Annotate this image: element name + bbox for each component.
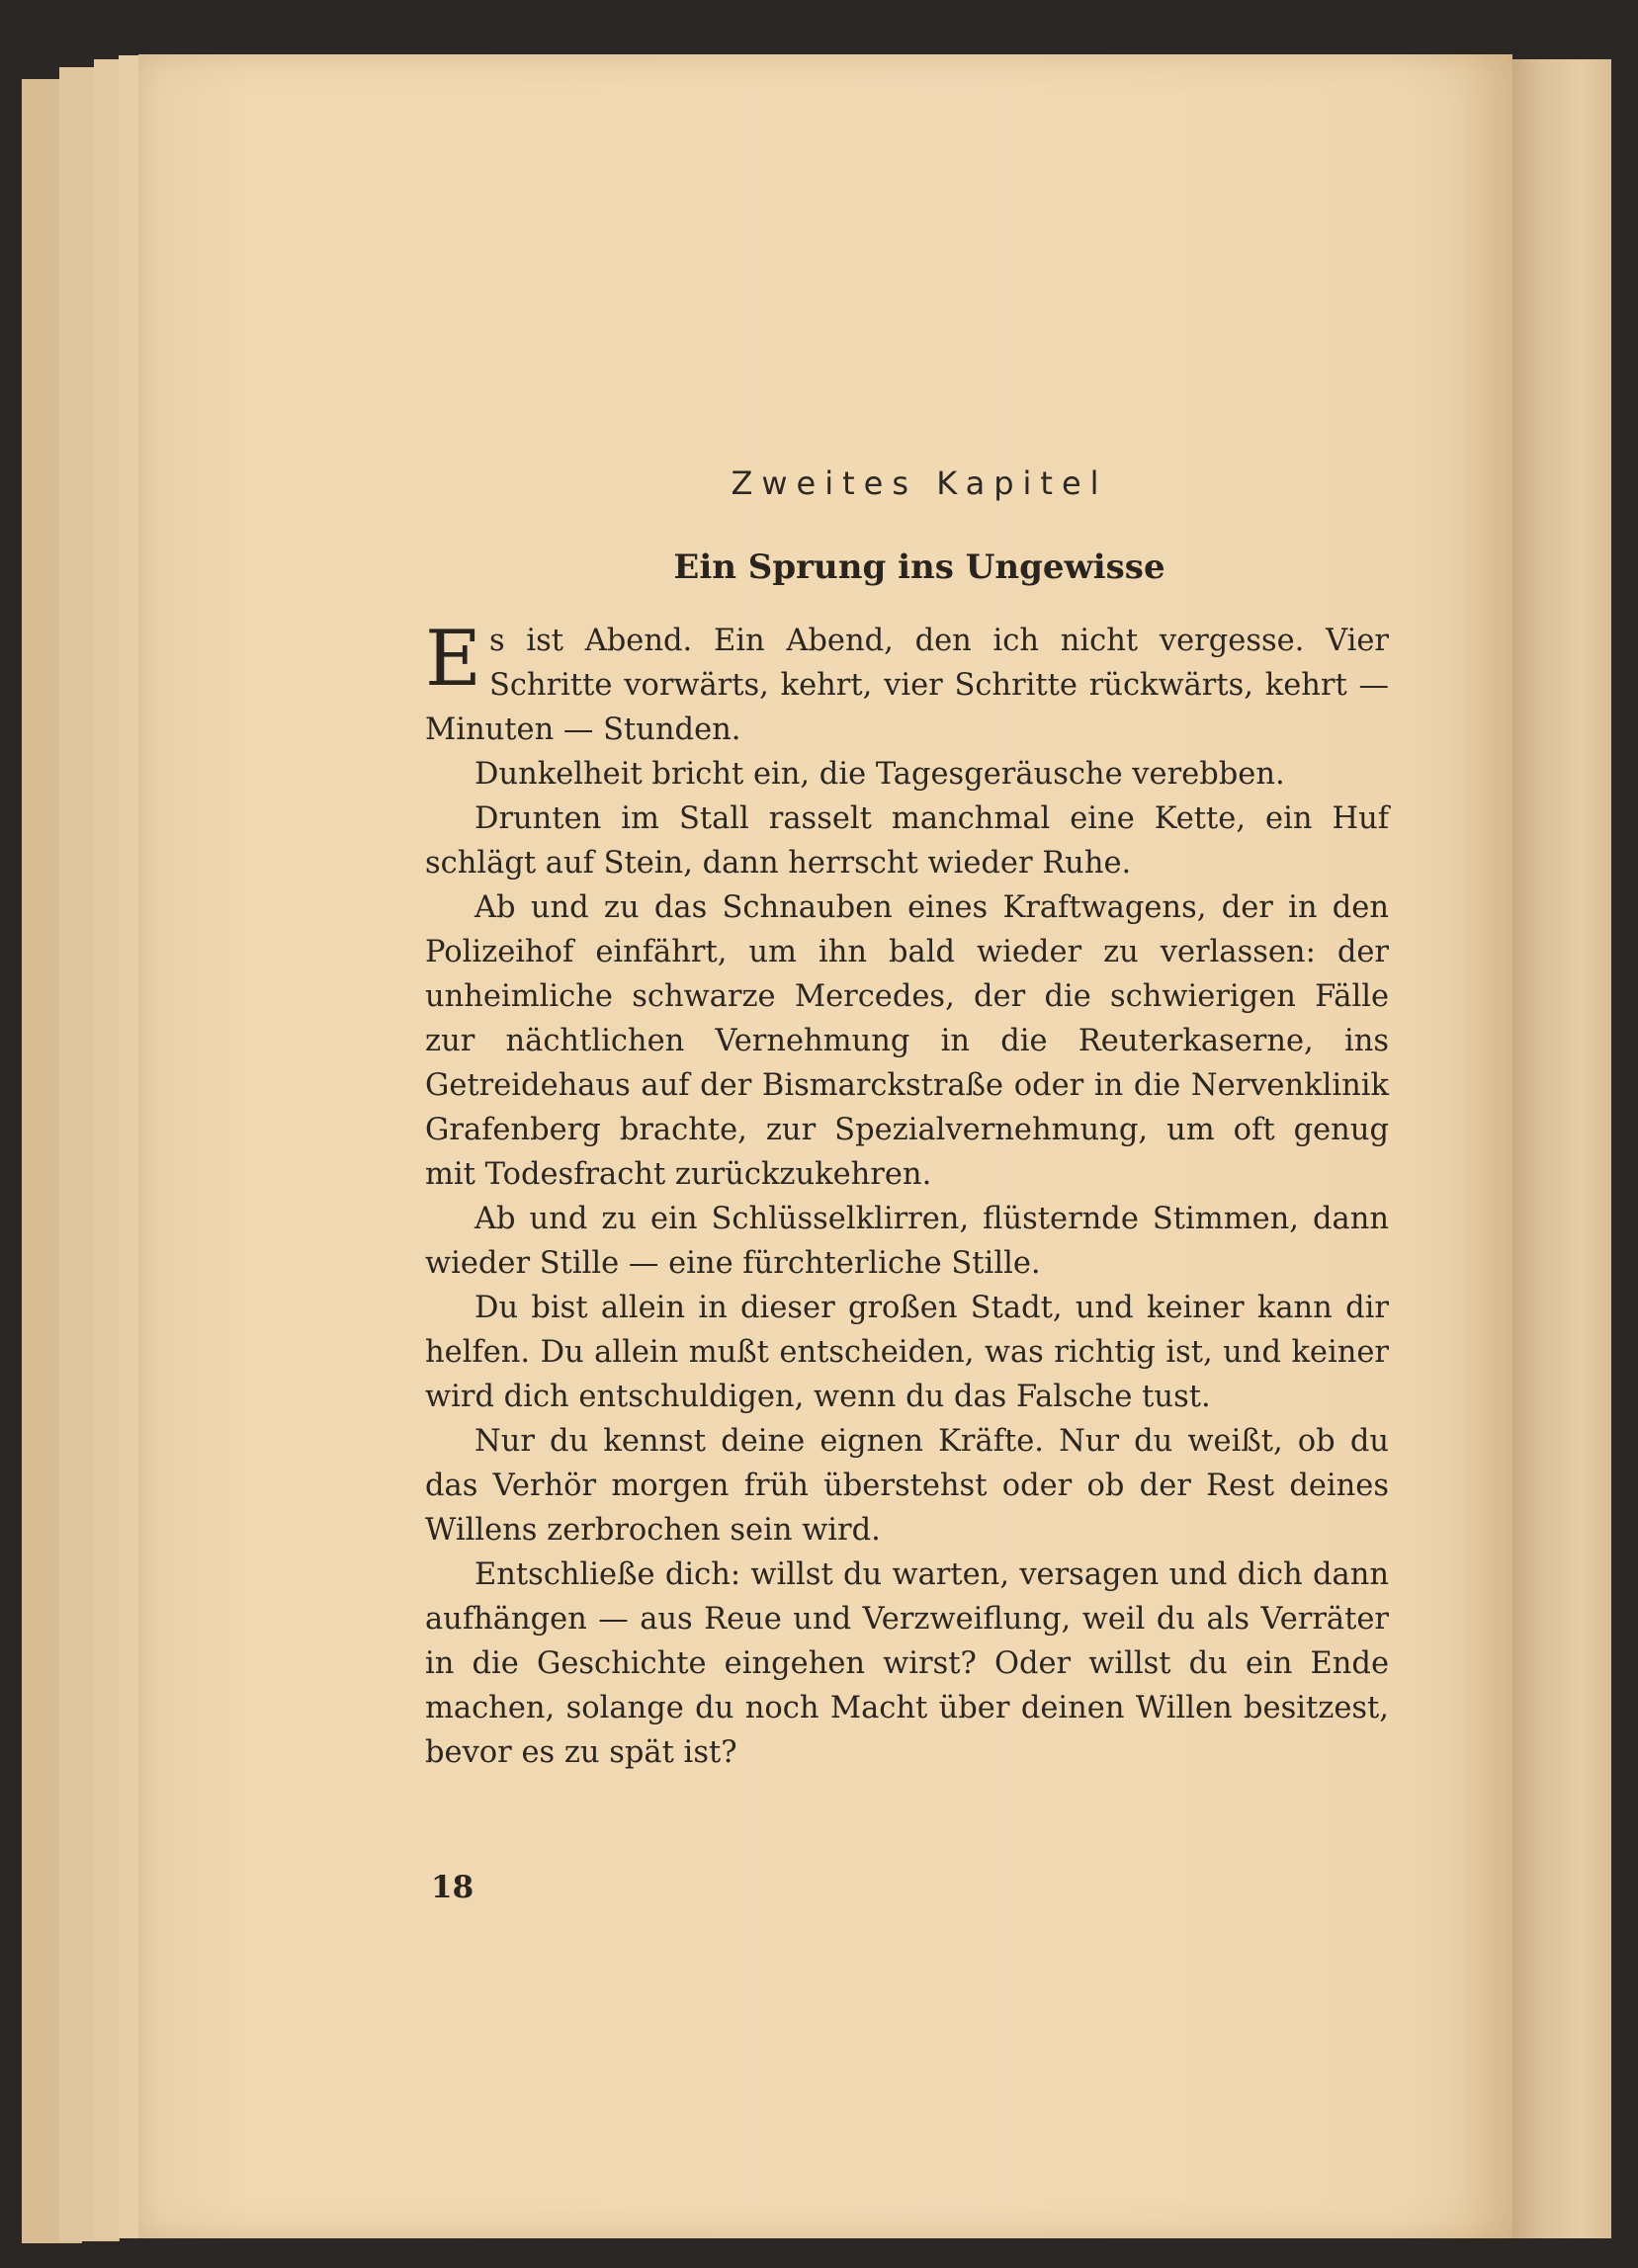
paragraph-text: s ist Abend. Ein Abend, den ich nicht vergesse. Vier Schritte vorwärts, kehrt, vier Schritte rückwärts, kehrt — Minuten — Stunden. xyxy=(425,624,1389,747)
paragraph: Ab und zu das Schnauben eines Kraftwagens, der in den Polizeihof einfährt, um ihn bald wieder zu verlassen: der unheimliche schwarze Mercedes, der die schwierigen Fälle zur nächtlichen Vernehmung in die Reuterkaserne, ins Getreidehaus auf der Bismarckstraße oder in die Nervenklinik Grafenberg brachte, zur Spezialvernehmung, um oft genug mit Todesfracht zurückzukehren. xyxy=(425,890,1389,1192)
book-gutter xyxy=(1512,59,1611,2238)
page-text xyxy=(425,464,1389,1775)
paragraph: Du bist allein in dieser großen Stadt, und keiner kann dir helfen. Du allein mußt entscheiden, was richtig ist, und keiner wird dich entschuldigen, wenn du das Falsche tust. xyxy=(425,1291,1389,1414)
paragraph: Drunten im Stall rasselt manchmal eine Kette, ein Huf schlägt auf Stein, dann herrscht wieder Ruhe. xyxy=(425,801,1389,881)
chapter-title: Ein Sprung ins Ungewisse xyxy=(673,547,1165,587)
paragraph: Nur du kennst deine eignen Kräfte. Nur du weißt, ob du das Verhör morgen früh überstehst oder ob der Rest deines Willens zerbrochen sein wird. xyxy=(425,1424,1389,1548)
paragraph: Ab und zu ein Schlüsselklirren, flüsternde Stimmen, dann wieder Stille — eine fürchterliche Stille. xyxy=(425,1202,1389,1281)
drop-cap: E xyxy=(425,615,481,704)
page-number: 18 xyxy=(431,1870,474,1905)
chapter-label: Zweites Kapitel xyxy=(731,464,1108,502)
paragraph: Entschließe dich: willst du warten, versagen und dich dann aufhängen — aus Reue und Verzweiflung, weil du als Verräter in die Geschichte eingehen wirst? Oder willst du ein Ende machen, solange du noch Macht über deinen Willen besitzest, bevor es zu spät ist? xyxy=(425,1557,1389,1770)
paragraph: Dunkelheit bricht ein, die Tagesgeräusche verebben. xyxy=(474,757,1285,792)
paragraph xyxy=(425,615,1389,752)
